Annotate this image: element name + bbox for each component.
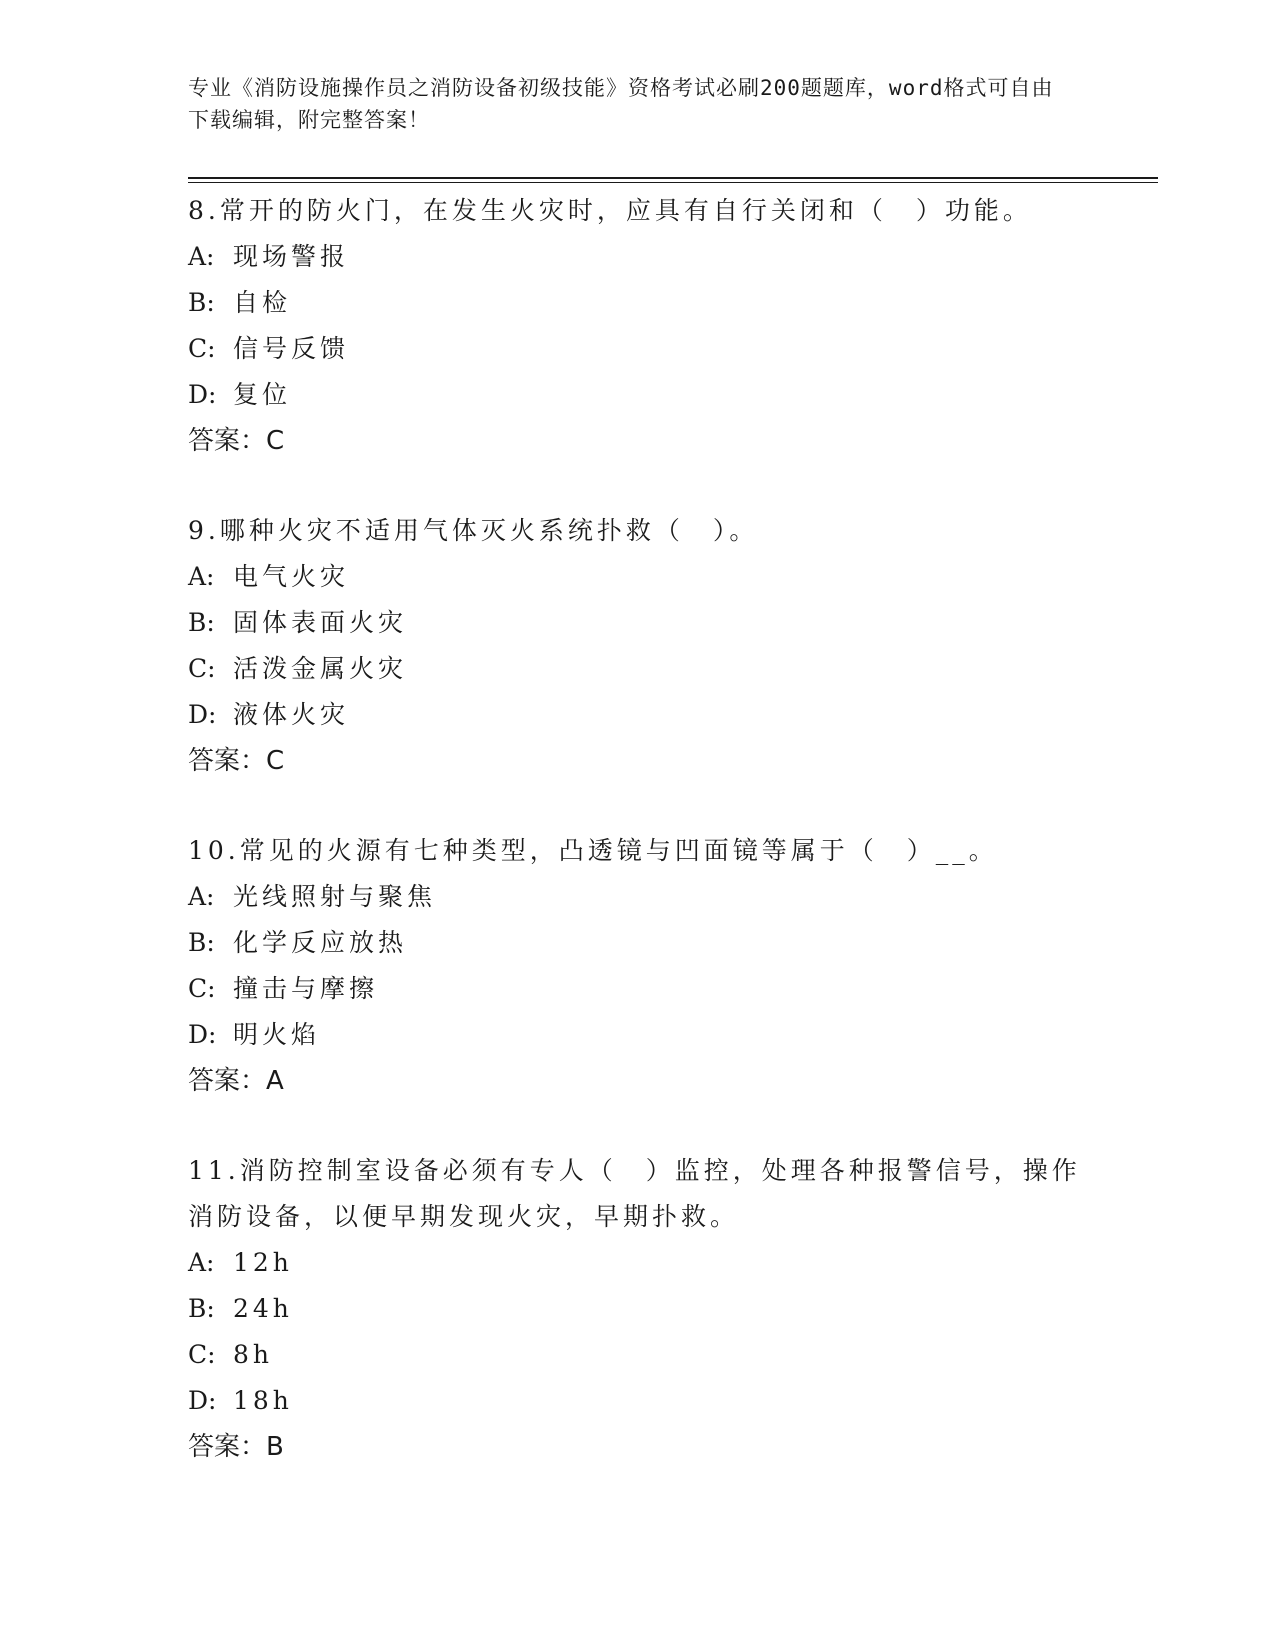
- option-c: [188, 326, 1088, 372]
- option-letter: B:: [188, 1294, 215, 1323]
- option-letter: B:: [188, 288, 215, 317]
- option-text: 18h: [233, 1386, 293, 1415]
- document-header: 专业《消防设施操作员之消防设备初级技能》资格考试必刷200题题库，word格式可自由下载编辑，附完整答案！: [188, 76, 1054, 132]
- option-letter: A:: [188, 882, 215, 911]
- option-text: 24h: [233, 1294, 293, 1323]
- option-a: [188, 554, 1088, 600]
- option-b: [188, 280, 1088, 326]
- option-text: 12h: [233, 1248, 293, 1277]
- option-text: 液体火灾: [233, 700, 350, 729]
- answer-line: 答案：A: [188, 1066, 284, 1096]
- option-text: 活泼金属火灾: [233, 654, 408, 683]
- answer-line: 答案：C: [188, 746, 285, 776]
- header-divider-thick: [188, 177, 1158, 179]
- question-9: [188, 508, 1088, 784]
- option-letter: C:: [188, 334, 216, 363]
- question-11: [188, 1148, 1088, 1470]
- question-8: [188, 188, 1088, 464]
- option-c: [188, 646, 1088, 692]
- option-letter: D:: [188, 700, 217, 729]
- option-d: [188, 1012, 1088, 1058]
- option-a: [188, 1240, 1088, 1286]
- option-d: [188, 1378, 1088, 1424]
- header-divider-thin: [188, 182, 1158, 183]
- option-letter: B:: [188, 608, 215, 637]
- answer-line: 答案：B: [188, 1432, 284, 1462]
- option-text: 光线照射与聚焦: [233, 882, 437, 911]
- option-text: 明火焰: [233, 1020, 321, 1049]
- option-letter: A:: [188, 562, 215, 591]
- option-letter: A:: [188, 1248, 215, 1277]
- option-c: [188, 966, 1088, 1012]
- option-text: 化学反应放热: [233, 928, 408, 957]
- option-b: [188, 1286, 1088, 1332]
- option-letter: B:: [188, 928, 215, 957]
- option-letter: C:: [188, 654, 216, 683]
- option-text: 信号反馈: [233, 334, 350, 363]
- option-c: [188, 1332, 1088, 1378]
- option-text: 电气火灾: [233, 562, 350, 591]
- option-text: 自检: [233, 288, 292, 317]
- option-text: 现场警报: [233, 242, 350, 271]
- option-text: 复位: [233, 380, 292, 409]
- option-d: [188, 372, 1088, 418]
- question-text: 9.哪种火灾不适用气体灭火系统扑救（ ）。: [188, 516, 759, 545]
- option-letter: D:: [188, 380, 217, 409]
- option-d: [188, 692, 1088, 738]
- option-text: 固体表面火灾: [233, 608, 408, 637]
- answer-line: 答案：C: [188, 426, 285, 456]
- question-text: 11.消防控制室设备必须有专人（ ）监控，处理各种报警信号，操作消防设备，以便早期发现火灾，早期扑救。: [188, 1156, 1081, 1231]
- option-b: [188, 920, 1088, 966]
- option-letter: D:: [188, 1020, 217, 1049]
- question-text: 8.常开的防火门，在发生火灾时，应具有自行关闭和（ ）功能。: [188, 196, 1032, 225]
- option-letter: C:: [188, 1340, 216, 1369]
- option-text: 撞击与摩擦: [233, 974, 379, 1003]
- option-letter: D:: [188, 1386, 217, 1415]
- option-text: 8h: [233, 1340, 274, 1369]
- question-10: [188, 828, 1088, 1104]
- option-a: [188, 874, 1088, 920]
- question-text: 10.常见的火源有七种类型，凸透镜与凹面镜等属于（ ）__。: [188, 836, 998, 865]
- option-b: [188, 600, 1088, 646]
- option-a: [188, 234, 1088, 280]
- option-letter: A:: [188, 242, 215, 271]
- option-letter: C:: [188, 974, 216, 1003]
